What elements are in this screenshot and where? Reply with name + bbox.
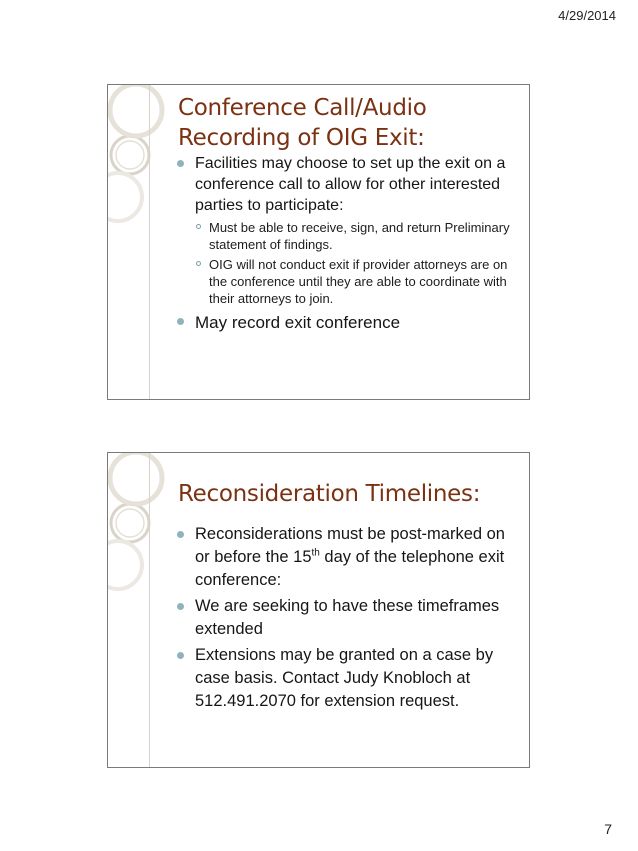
bullet-text: Facilities may choose to set up the exit on a conference call to allow for other interested parties to participate: — [195, 155, 506, 214]
sub-bullet-list — [195, 219, 521, 307]
bullet-text-before: Reconsiderations must be post-marked on or before the 15 — [195, 525, 505, 566]
bullet-text: May record exit conference — [195, 313, 401, 332]
bullet-item — [176, 311, 521, 334]
bullet-dot-icon — [177, 603, 184, 610]
sub-bullet-item — [195, 256, 521, 307]
bullet-text: Extensions may be granted on a case by case basis. Contact Judy Knobloch at 512.491.2070 for extension request. — [195, 646, 494, 710]
bullet-text: We are seeking to have these timeframes extended — [195, 597, 500, 638]
bullet-list — [176, 523, 521, 716]
sub-bullet-text: Must be able to receive, sign, and return Preliminary statement of findings. — [209, 220, 510, 252]
sub-bullet-ring-icon — [196, 261, 201, 266]
decorative-rings-graphic — [108, 85, 168, 245]
bullet-dot-icon — [177, 318, 184, 325]
sub-bullet-text: OIG will not conduct exit if provider attorneys are on the conference until they are able to coordinate with their attorneys to join. — [209, 257, 508, 306]
bullet-superscript: th — [311, 547, 320, 559]
bullet-dot-icon — [177, 531, 184, 538]
bullet-text-after: day of the telephone exit conference: — [195, 548, 505, 589]
bullet-list — [176, 153, 521, 334]
bullet-dot-icon — [177, 652, 184, 659]
slide-title: Conference Call/Audio Recording of OIG Exit: — [178, 95, 427, 151]
page-date: 4/29/2014 — [558, 8, 616, 23]
slide-title: Reconsideration Timelines: — [178, 481, 481, 507]
slide-conference-call — [107, 84, 530, 400]
sub-bullet-item — [195, 219, 521, 253]
decorative-rings-graphic — [108, 453, 168, 613]
slide-reconsideration-timelines — [107, 452, 530, 768]
slide-side-rule — [149, 85, 150, 399]
bullet-item — [176, 523, 521, 592]
bullet-item — [176, 595, 521, 641]
bullet-item — [176, 644, 521, 713]
bullet-dot-icon — [177, 160, 184, 167]
sub-bullet-ring-icon — [196, 224, 201, 229]
slide-side-rule — [149, 453, 150, 767]
page-number: 7 — [604, 821, 612, 837]
bullet-item — [176, 153, 521, 307]
